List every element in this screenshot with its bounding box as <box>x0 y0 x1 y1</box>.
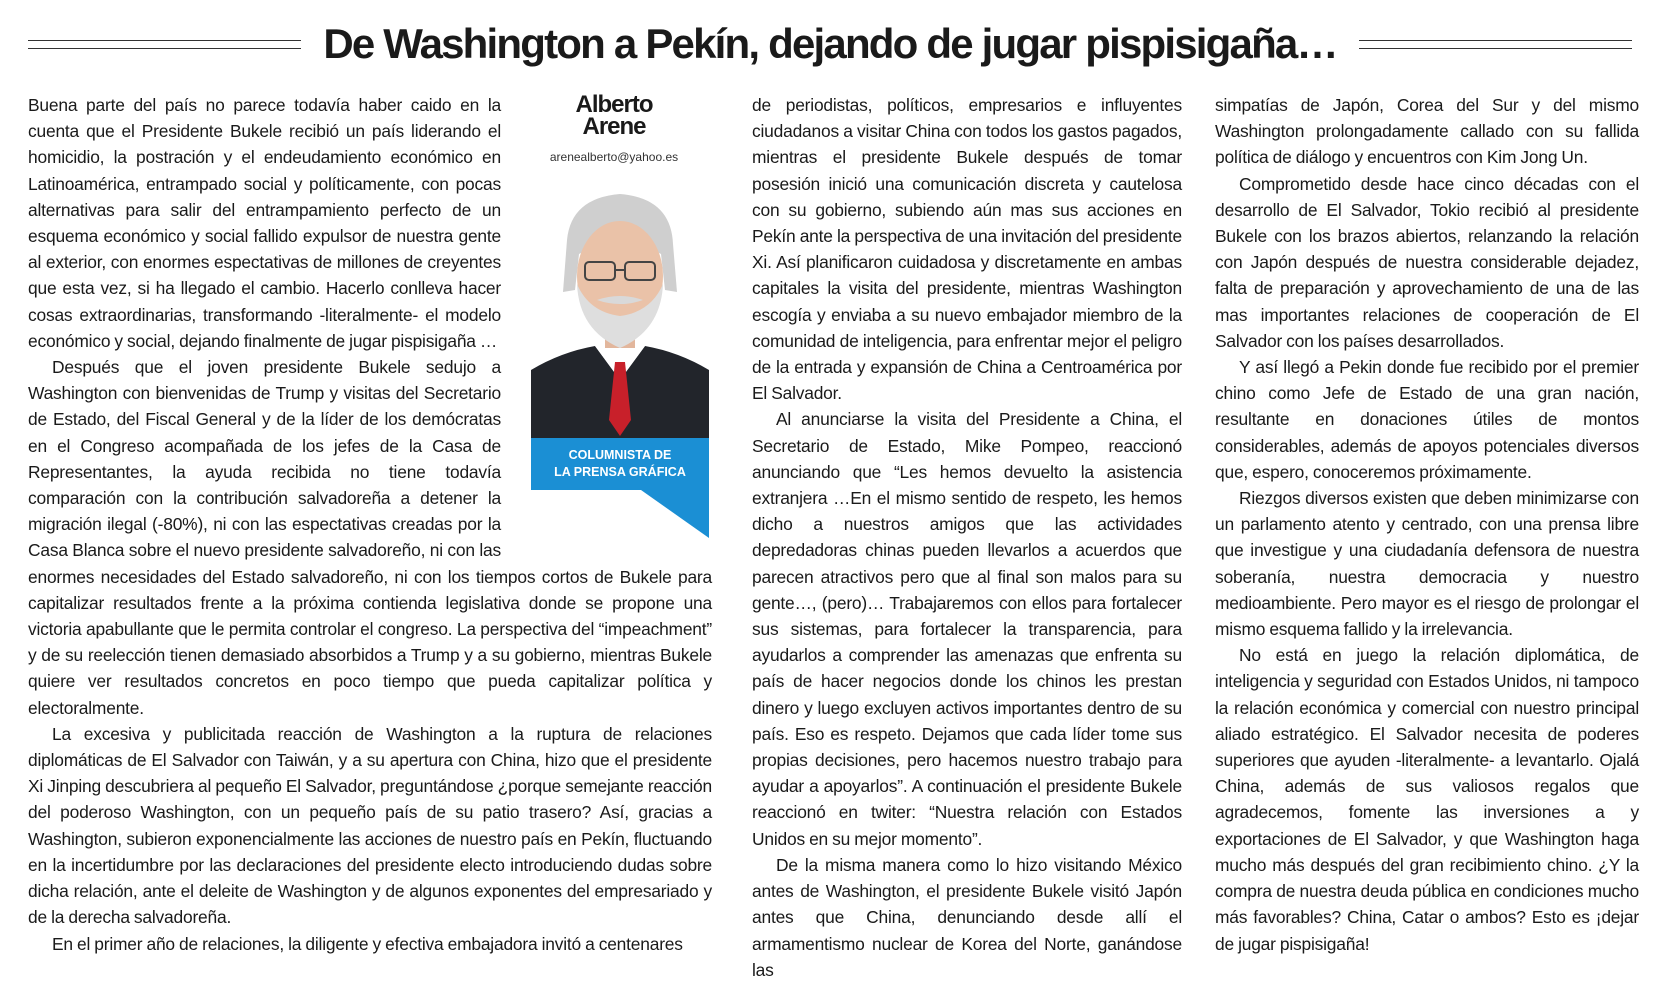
paragraph: Después que el joven presidente Bukele sedujo a Washington con bienvenidas de Trump y visitas del Secretario de Estado, del Fiscal General y de la líder de los demócratas en el Congreso acompañada de los jefes de la Casa de Representantes, la ayuda recibida no tiene todavía comparación con la contribución salvadoreña a detener la migración ilegal (-80%), ni con las espectativas creadas por la Casa Blanca sobre el nuevo presidente salvadoreño, ni con las enormes necesidades del Estado salvadoreño, ni con los tiempos cortos de Bukele para capitalizar resultados frente a la próxima contienda legislativa donde se propone una victoria apabullante que le permita controlar el congreso. La perspectiva del “impeachment” y de su reelección tienen demasiado absorbidos a Trump y a su gobierno, mientras Bukele quiere ver resultados concretos en poco tiempo que pueda capitalizar política y electoralmente. <box>28 357 712 718</box>
paragraph: En el primer año de relaciones, la diligente y efectiva embajadora invitó a centenares <box>52 933 683 954</box>
paragraph: De la misma manera como lo hizo visitando México antes de Washington, el presidente Bukele visitó Japón antes que China, denunciando desde allí el armamentismo nuclear de Korea del Norte, ganándose las <box>752 854 1182 980</box>
columnist-badge <box>531 438 709 490</box>
paragraph: de periodistas, políticos, empresarios e influyentes ciudadanos a visitar China con todos los gastos pagados, mientras el presidente Bukele después de tomar posesión inició una comunicación discreta y cautelosa con su gobierno, subiendo aún mas sus acciones en Pekín ante la perspectiva de una invitación del presidente Xi. Así planificaron cuidadosa y discretamente en ambas capitales la visita del presidente, mientras Washington escogía y enviaba a su nuevo embajador miembro de la comunidad de inteligencia, para enfrentar mejor el peligro de la entrada y expansión de China a Centroamérica por El Salvador. <box>752 95 1182 404</box>
paragraph: Al anunciarse la visita del Presidente a China, el Secretario de Estado, Mike Pompeo, reaccionó anunciando que “Les hemos devuelto la asistencia extranjera …En el mismo sentido de respeto, les hemos dicho a nuestros amigos que las actividades depredadoras chinas pueden llevarlos a acuerdos que parecen atractivos pero que al final son malos para su gente…, (pero)… Trabajaremos con ellos para fortalecer sus sistemas, para fortalecer la transparencia, para ayudarlos a comprender las amenazas que enfrenta su país de hacer negocios donde los chinos les prestan dinero y luego excluyen activos importantes dentro de su país. Eso es respeto. Dejamos que cada líder tome sus propias decisiones, pero hacemos nuestro trabajo para ayudar a apoyarlos”. A continuación el presidente Bukele reaccionó en twiter: “Nuestra relación con Estados Unidos en su mejor momento”. <box>752 409 1182 849</box>
headline-bar <box>28 14 1632 74</box>
paragraph: No está en juego la relación diplomática, de inteligencia y seguridad con Estados Unidos, ni tampoco la relación económica y comercial con nuestro principal aliado estratégico. El Salvador necesita de poderes superiores que ayuden -literalmente- a levantarlo. Ojalá China, además de sus valiosos regalos que agradecemos, fomente las inversiones a y exportaciones de El Salvador, y que Washington haga mucho más después del gran recibimiento chino. ¿Y la compra de nuestra deuda pública en condiciones mucho más favorables? China, Catar o ambos? Esto es ¡dejar de jugar pispisigaña! <box>1215 645 1639 954</box>
paragraph: La excesiva y publicitada reacción de Washington a la ruptura de relaciones diplomáticas de El Salvador con Taiwán, y a su apertura con China, hizo que el presidente Xi Jinping descubriera al pequeño El Salvador, preguntándose ¿porque semejante reacción del poderoso Washington, con un pequeño país de su patio trasero? Así, gracias a Washington, subieron exponencialmente las acciones de nuestro país en Pekín, fluctuando en la incertidumbre por las declaraciones del presidente electo introduciendo dudas sobre dicha relación, ante el deleite de Washington y de algunos exponentes del empresariado y de la derecha salvadoreña. <box>28 723 712 928</box>
author-portrait <box>531 180 709 438</box>
author-box <box>515 92 713 540</box>
badge-line-2: LA PRENSA GRÁFICA <box>554 465 686 479</box>
headline-rule-right <box>1359 40 1632 49</box>
article-column-2 <box>752 92 1182 983</box>
paragraph: Riezgos diversos existen que deben minimizarse con un parlamento atento y centrado, con una prensa libre que investigue y una ciudadanía defensora de nuestra soberanía, nuestra democracia y nuestro medioambiente. Pero mayor es el riesgo de prolongar el mismo esquema fallido y la irrelevancia. <box>1215 488 1639 640</box>
paragraph: Buena parte del país no parece todavía haber caido en la cuenta que el Presidente Bukele recibió un país liderando el homicidio, la postración y el endeudamiento económico en Latinoamérica, entrampado social y políticamente, con pocas alternativas para salir del entrampamiento perfecto de un esquema económico y social fallido expulsor de nuestra gente al exterior, con enormes espectativas de millones de creyentes que esta vez, si ha llegado el cambio. Hacerlo conlleva hacer cosas extraordinarias, transformando -literalmente- el modelo económico y social, dejando finalmente de jugar pispisigaña … <box>28 95 501 351</box>
author-email: arenealberto@yahoo.es <box>549 150 679 164</box>
author-last-name: Arene <box>582 113 646 140</box>
article-headline: De Washington a Pekín, dejando de jugar pispisigaña… <box>323 20 1337 67</box>
paragraph: simpatías de Japón, Corea del Sur y del mismo Washington prolongadamente callado con su fallida política de diálogo y encuentros con Kim Jong Un. <box>1215 95 1639 168</box>
badge-tail <box>641 490 709 538</box>
paragraph: Y así llegó a Pekin donde fue recibido por el premier chino como Jefe de Estado de una gran nación, resultante en donaciones útiles de montos considerables, además de apoyos potenciales diversos que, espero, conoceremos próximamente. <box>1215 357 1639 482</box>
article-column-1 <box>28 92 712 957</box>
headline-rule-left <box>28 40 301 49</box>
author-name <box>515 91 713 140</box>
badge-line-1: COLUMNISTA DE <box>568 448 672 462</box>
article-column-3 <box>1215 92 1639 957</box>
paragraph: Comprometido desde hace cinco décadas con el desarrollo de El Salvador, Tokio recibió al presidente Bukele con los brazos abiertos, relanzando la relación con Japón después de nuestra considerable dejadez, falta de preparación y aprovechamiento de una de las mas importantes relaciones de cooperación de El Salvador con los países desarrollados. <box>1215 173 1639 351</box>
author-first-name: Alberto <box>575 91 653 118</box>
